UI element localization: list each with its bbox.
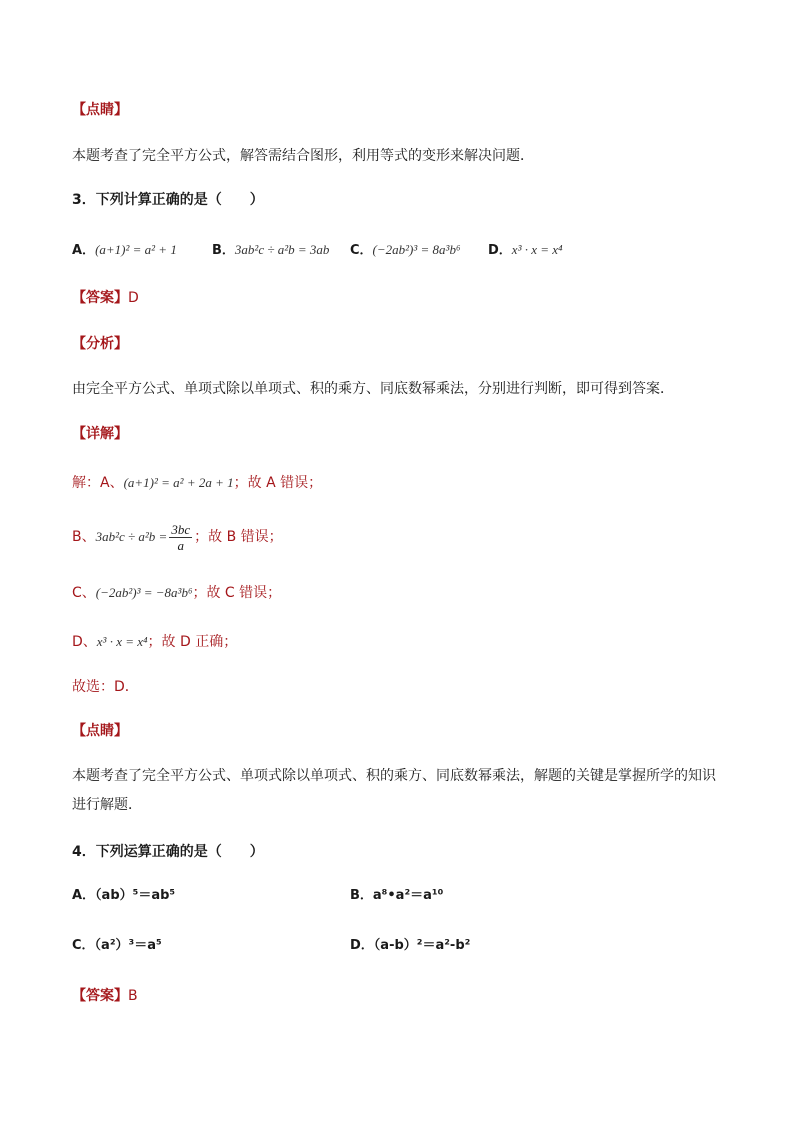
q3-detail-line-b bbox=[72, 520, 283, 554]
fraction-denominator: a bbox=[177, 537, 184, 553]
q3-detail-line-a bbox=[72, 473, 322, 493]
q4-answer-tag: 【答案】 bbox=[72, 988, 128, 1004]
line-d-math: x³ · x = x⁴ bbox=[96, 634, 148, 649]
line-a-math: (a+1)² = a² + 2a + 1 bbox=[123, 475, 234, 490]
q3-option-c-math: (−2ab²)³ = 8a³b⁶ bbox=[372, 242, 461, 257]
q3-choose-text: 故选：D． bbox=[72, 679, 139, 695]
q3-option-d bbox=[488, 240, 563, 261]
q3-option-d-math: x³ · x = x⁴ bbox=[511, 242, 563, 257]
q4-answer bbox=[72, 986, 138, 1006]
q3-option-a bbox=[72, 240, 177, 261]
q3-detail-heading: 【详解】 bbox=[72, 426, 128, 442]
q4-option-c: C．（a²）³＝a⁵ bbox=[72, 938, 162, 953]
line-c-math: (−2ab²)³ = −8a³b⁶ bbox=[95, 585, 193, 600]
q3-option-a-label: A． bbox=[72, 243, 96, 258]
q4-answer-value: B bbox=[128, 988, 138, 1004]
dianjing-text-1: 本题考查了完全平方公式，解答需结合图形，利用等式的变形来解决问题． bbox=[72, 148, 534, 164]
q3-detail-line-d bbox=[72, 632, 237, 652]
dianjing-heading-1: 【点睛】 bbox=[72, 102, 128, 118]
line-c-suffix: ；故 C 错误； bbox=[192, 585, 282, 601]
line-d-prefix: D、 bbox=[72, 634, 97, 650]
line-b-math: 3ab²c ÷ a²b = bbox=[95, 529, 168, 544]
question-4-title: 4．下列运算正确的是（ ） bbox=[72, 844, 264, 860]
dianjing-heading-2: 【点睛】 bbox=[72, 723, 128, 739]
q3-option-d-label: D． bbox=[488, 243, 512, 258]
q3-option-c bbox=[350, 240, 460, 261]
line-a-prefix: 解：A、 bbox=[72, 475, 124, 491]
q3-answer-value: D bbox=[128, 290, 139, 306]
fraction-numerator: 3bc bbox=[171, 521, 191, 537]
q3-option-c-label: C． bbox=[350, 243, 373, 258]
dianjing-text-2: 本题考查了完全平方公式、单项式除以单项式、积的乘方、同底数幂乘法，解题的关键是掌握所学的知识进行解题． bbox=[72, 768, 716, 813]
q4-option-b: B．a⁸•a²＝a¹⁰ bbox=[350, 888, 444, 903]
q3-detail-line-c bbox=[72, 583, 281, 603]
q3-option-b bbox=[212, 240, 329, 261]
q3-option-b-math: 3ab²c ÷ a²b = 3ab bbox=[234, 242, 330, 257]
q3-option-b-label: B． bbox=[212, 243, 235, 258]
line-b-fraction bbox=[169, 522, 192, 553]
line-d-suffix: ；故 D 正确； bbox=[147, 634, 238, 650]
q4-option-d: D．（a-b）²＝a²-b² bbox=[350, 938, 471, 953]
q3-analysis-heading: 【分析】 bbox=[72, 336, 128, 352]
q3-option-a-math: (a+1)² = a² + 1 bbox=[95, 242, 177, 257]
q4-option-a: A．（ab）⁵＝ab⁵ bbox=[72, 888, 176, 903]
q3-answer bbox=[72, 288, 139, 308]
line-a-suffix: ；故 A 错误； bbox=[233, 475, 323, 491]
q3-answer-tag: 【答案】 bbox=[72, 290, 128, 306]
line-c-prefix: C、 bbox=[72, 585, 96, 601]
q3-analysis-text: 由完全平方公式、单项式除以单项式、积的乘方、同底数幂乘法，分别进行判断，即可得到答案． bbox=[72, 381, 674, 397]
line-b-prefix: B、 bbox=[72, 529, 96, 545]
question-3-title: 3．下列计算正确的是（ ） bbox=[72, 192, 264, 208]
line-b-suffix: ；故 B 错误； bbox=[194, 529, 283, 545]
